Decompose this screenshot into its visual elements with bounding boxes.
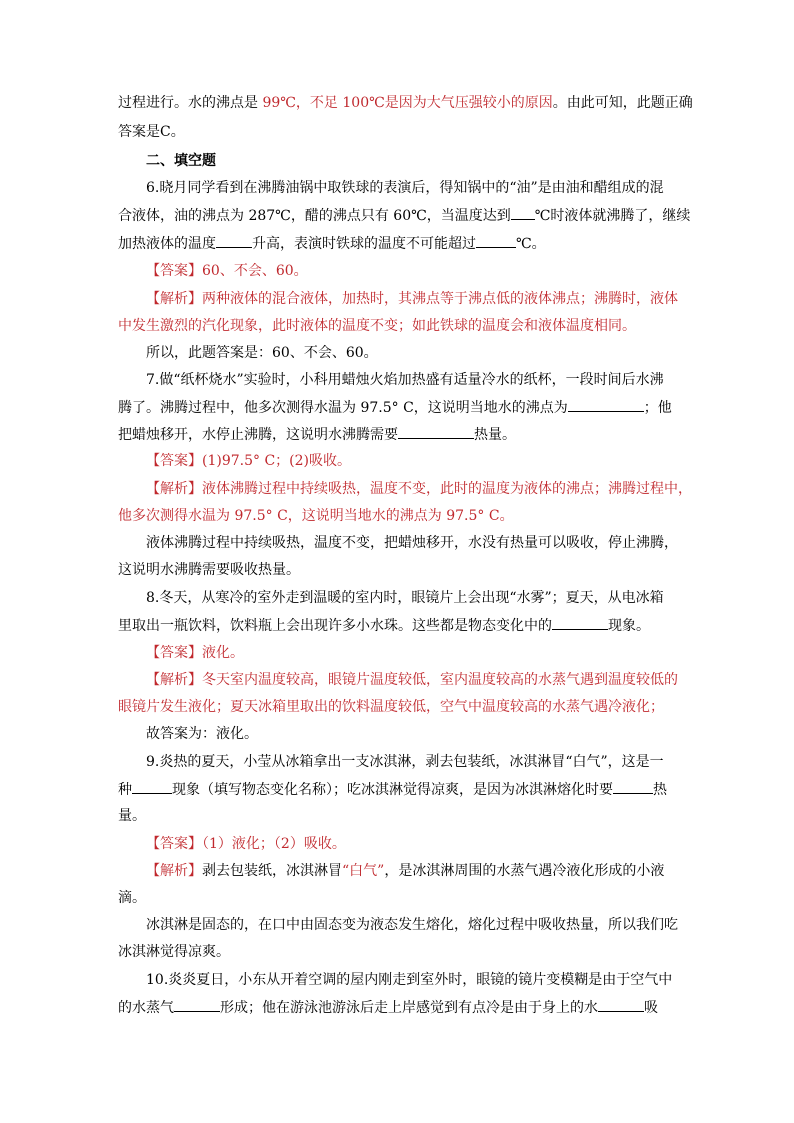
question-6-line [118,233,678,253]
answer-tag: 【答案】 [146,453,202,469]
explanation-6-line: 中发生激烈的汽化现象，此时液体的温度不变；如此铁球的温度会和液体温度相同。 [118,318,636,334]
answer-blank [552,615,608,630]
question-6-line: 6.晓月同学看到在沸腾油锅中取铁球的表演后，得知锅中的“油”是由油和醋组成的混 [146,180,664,196]
section-heading: 二、填空题 [146,153,216,169]
text-span: 里取出一瓶饮料，饮料瓶上会出现许多小水珠。这些都是物态变化中的 [118,618,552,634]
text-span: 。由此可知，此题正确 [552,95,693,111]
text-span: 加热液体的温度 [118,236,216,252]
question-8-line [118,615,678,635]
text-span: 升高，表演时铁球的温度不可能超过 [252,236,476,252]
text-span: 热量。 [474,427,516,443]
text-span: 把蜡烛移开，水停止沸腾，这说明水沸腾需要 [118,427,398,443]
answer-text: (1)97.5° C；(2)吸收。 [202,453,351,469]
text-span: 合液体，油的沸点为 287℃，醋的沸点只有 60℃，当温度达到 [118,208,511,224]
explanation-6 [146,289,706,309]
explanation-6-line: 所以，此题答案是：60、不会、60。 [146,345,378,361]
answer-text: （1）液化；（2）吸收。 [202,836,346,852]
text-span: 吸 [644,1000,658,1016]
explanation-9-line: 冰淇淋是固态的，在口中由固态变为液态发生熔化，熔化过程中吸收热量，所以我们吃 [146,917,678,933]
answer-blank [568,397,644,412]
question-9-line: 9.炎热的夏天，小莹从冰箱拿出一支冰淇淋，剥去包装纸，冰淇淋冒“白气”，这是一 [146,754,664,770]
answer-8 [146,643,706,663]
explanation-7 [146,479,706,499]
question-9-line [118,779,678,799]
answer-7 [146,451,706,471]
explanation-tag: 【解析】 [146,672,202,688]
explanation-text: 液体沸腾过程中持续吸热，温度不变，此时的温度为液体的沸点；沸腾过程中， [202,481,692,497]
text-span: 形成；他在游泳池游泳后走上岸感觉到有点冷是由于身上的水 [220,1000,598,1016]
answer-tag: 【答案】 [146,263,202,279]
question-8-line: 8.冬天，从寒冷的室外走到温暖的室内时，眼镜片上会出现“水雾”；夏天，从电冰箱 [146,590,664,606]
text-span: ℃时液体就沸腾了，继续 [534,208,691,224]
question-7-line [118,424,678,444]
explanation-9-line: 滴。 [118,890,146,906]
answer-blank [613,779,653,794]
answer-blank [511,205,535,220]
text-span: 热 [653,782,667,798]
question-9-line: 量。 [118,808,146,824]
question-6-line [118,205,691,225]
text-span: 现象（填写物态变化名称）；吃冰淇淋觉得凉爽，是因为冰淇淋熔化时要 [172,782,613,798]
text-span: ；他 [643,400,672,416]
answer-text: 液化。 [202,645,244,661]
question-7-line [118,397,678,417]
text-span: 过程进行。水的沸点是 [118,95,263,111]
answer-blank [476,233,516,248]
answer-tag: 【答案】 [146,836,202,852]
text-span: 种 [118,782,132,798]
explanation-text: 剥去包装纸，冰淇淋冒 [202,863,342,879]
question-10-line [118,997,678,1017]
explanation-tag: 【解析】 [146,481,202,497]
text-line [118,122,678,142]
text-span: 答案是C。 [118,124,185,140]
highlighted-text: “白气” [342,863,385,879]
answer-text: 60、不会、60。 [202,263,308,279]
answer-9 [146,834,706,854]
explanation-7-line: 这说明水沸腾需要吸收热量。 [118,562,300,578]
explanation-8-line: 眼镜片发生液化；夏天冰箱里取出的饮料温度较低，空气中温度较高的水蒸气遇冷液化； [118,699,664,715]
text-span: 的水蒸气 [118,1000,174,1016]
explanation-tag: 【解析】 [146,863,202,879]
explanation-9 [146,861,706,881]
answer-blank [398,424,474,439]
explanation-8 [146,670,706,690]
text-line [118,93,693,113]
answer-blank [132,779,172,794]
text-span: ℃。 [516,236,546,252]
text-span: 现象。 [608,618,650,634]
explanation-8-line: 故答案为：液化。 [146,726,258,742]
answer-tag: 【答案】 [146,645,202,661]
explanation-text: ，是冰淇淋周围的水蒸气遇冷液化形成的小液 [384,863,665,879]
highlighted-text: 99℃，不足 100℃是因为大气压强较小的原因 [262,95,553,111]
answer-blank [174,997,220,1012]
explanation-7-line: 液体沸腾过程中持续吸热，温度不变，把蜡烛移开，水没有热量可以吸收，停止沸腾， [146,535,678,551]
answer-6 [146,261,706,281]
text-span: 腾了。沸腾过程中，他多次测得水温为 97.5° C，这说明当地水的沸点为 [118,400,568,416]
explanation-7-line: 他多次测得水温为 97.5° C，这说明当地水的沸点为 97.5° C。 [118,508,514,524]
question-10-line: 10.炎炎夏日，小东从开着空调的屋内刚走到室外时，眼镜的镜片变模糊是由于空气中 [146,972,673,988]
question-7-line: 7.做“纸杯烧水”实验时，小科用蜡烛火焰加热盛有适量冷水的纸杯，一段时间后水沸 [146,372,664,388]
answer-blank [216,233,252,248]
explanation-text: 两种液体的混合液体，加热时，其沸点等于沸点低的液体沸点；沸腾时，液体 [202,291,678,307]
explanation-text: 冬天室内温度较高，眼镜片温度较低，室内温度较高的水蒸气遇到温度较低的 [202,672,678,688]
answer-blank [598,997,644,1012]
explanation-tag: 【解析】 [146,291,202,307]
explanation-9-line: 冰淇淋觉得凉爽。 [118,944,230,960]
